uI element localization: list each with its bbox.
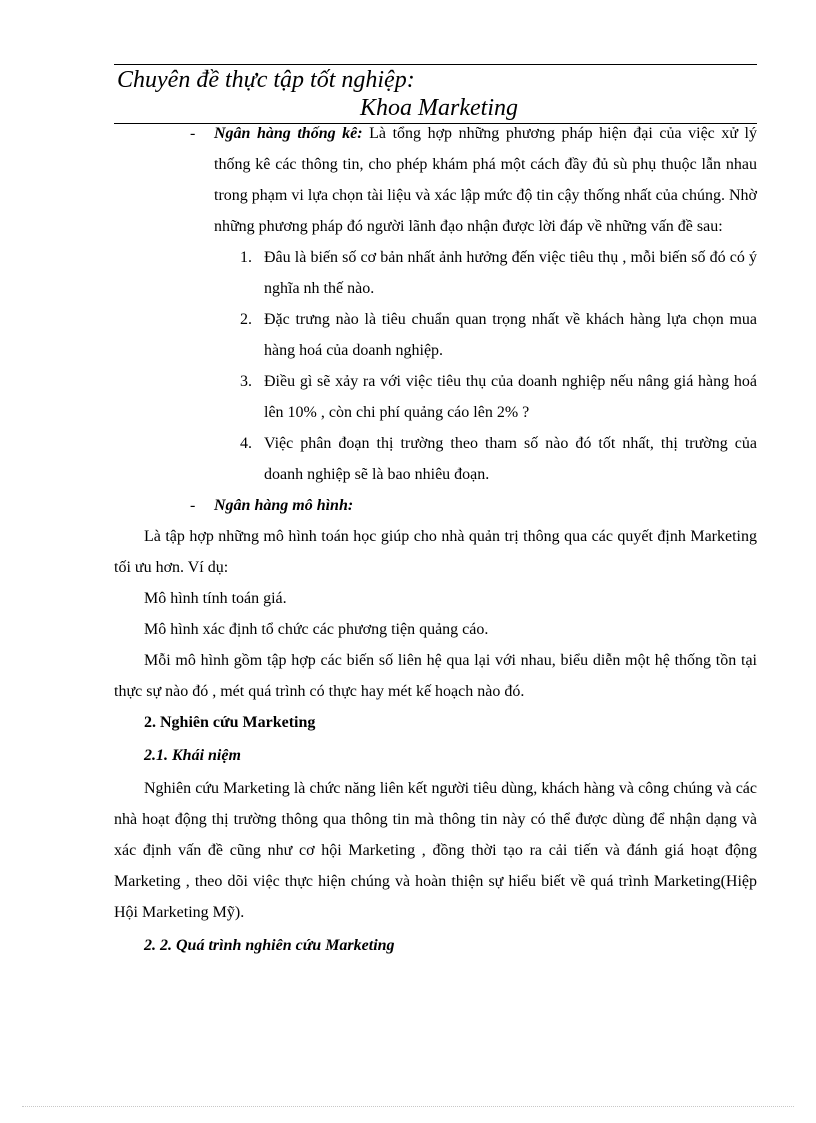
section-heading: 2. Nghiên cứu Marketing bbox=[144, 714, 316, 731]
bullet-model-bank bbox=[114, 490, 757, 521]
header-department: Khoa Marketing bbox=[360, 95, 518, 121]
list-number: 1. bbox=[240, 249, 252, 266]
page-header bbox=[114, 62, 757, 124]
bullet-text: Là tổng hợp những phương pháp hiện đại của việc xử lý thống kê các thông tin, cho phép khám phá một cách đầy đủ sù phụ thuộc lẫn nhau trong phạm vi lựa chọn tài liệu và xác lập mức độ tin cậy thống nhất của chúng. Nhờ những phương pháp đó người lãnh đạo nhận được lời đáp về những vấn đề sau: bbox=[214, 125, 758, 235]
subsection-heading: 2. 2. Quá trình nghiên cứu Marketing bbox=[144, 937, 395, 954]
bullet-dash: - bbox=[190, 125, 196, 142]
paragraph: Nghiên cứu Marketing là chức năng liên kết người tiêu dùng, khách hàng và công chúng và các nhà hoạt động thị trường thông qua thông tin mà thông tin này có thể được dùng để nhận dạng và xác định vấn đề cũng như cơ hội Marketing , đồng thời tạo ra cải tiến và đánh giá hoạt động Marketing , theo dõi việc thực hiện chúng và hoàn thiện sự hiểu biết về quá trình Marketing(Hiệp Hội Marketing Mỹ). bbox=[114, 780, 757, 921]
list-number: 4. bbox=[240, 435, 252, 452]
list-text: Đâu là biến số cơ bản nhất ảnh hưởng đến việc tiêu thụ , mỗi biến số đó có ý nghĩa nh thế nào. bbox=[264, 249, 757, 297]
page-bottom-border bbox=[22, 1106, 794, 1107]
list-number: 2. bbox=[240, 311, 252, 328]
bullet-term: Ngân hàng thống kê: bbox=[214, 125, 363, 142]
list-text: Điều gì sẽ xảy ra với việc tiêu thụ của doanh nghiệp nếu nâng giá hàng hoá lên 10% , còn chi phí quảng cáo lên 2% ? bbox=[264, 373, 757, 421]
list-item bbox=[114, 242, 757, 304]
document-body bbox=[114, 118, 757, 961]
bullet-statistics-bank bbox=[114, 118, 757, 242]
list-item bbox=[114, 304, 757, 366]
list-text: Đặc trưng nào là tiêu chuẩn quan trọng nhất về khách hàng lựa chọn mua hàng hoá của doanh nghiệp. bbox=[264, 311, 757, 359]
list-text: Việc phân đoạn thị trường theo tham số nào đó tốt nhất, thị trường của doanh nghiệp sẽ là bao nhiêu đoạn. bbox=[264, 435, 757, 483]
list-item bbox=[114, 366, 757, 428]
paragraph: Mô hình xác định tổ chức các phương tiện quảng cáo. bbox=[144, 621, 489, 638]
bullet-term: Ngân hàng mô hình: bbox=[214, 497, 354, 514]
paragraph: Là tập hợp những mô hình toán học giúp cho nhà quản trị thông qua các quyết định Marketing tối ưu hơn. Ví dụ: bbox=[114, 528, 757, 576]
list-number: 3. bbox=[240, 373, 252, 390]
bullet-dash: - bbox=[190, 497, 196, 514]
header-title: Chuyên đề thực tập tốt nghiệp: bbox=[117, 67, 415, 93]
subsection-heading: 2.1. Khái niệm bbox=[144, 747, 241, 764]
paragraph: Mô hình tính toán giá. bbox=[144, 590, 287, 607]
paragraph: Mỗi mô hình gồm tập hợp các biến số liên hệ qua lại với nhau, biểu diễn một hệ thống tồn tại thực sự nào đó , mét quá trình có thực hay mét kế hoạch nào đó. bbox=[114, 652, 757, 700]
list-item bbox=[114, 428, 757, 490]
